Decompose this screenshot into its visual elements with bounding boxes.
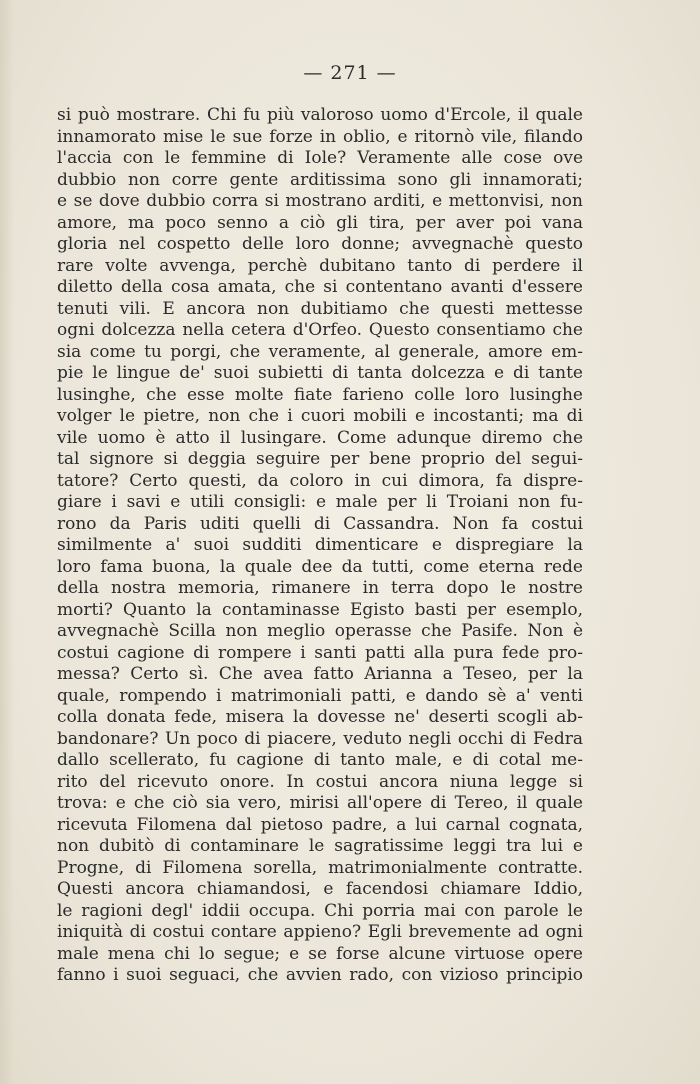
text-line: trova: e che ciò sia vero, mirisi all'opere di Tereo, il quale	[57, 793, 583, 813]
text-line: lusinghe, che esse molte fiate farieno colle loro lusinghe	[57, 384, 583, 405]
text-line: non dubitò di contaminare le sagratissime leggi tra lui e	[57, 836, 583, 856]
body-text	[57, 105, 583, 987]
text-line: loro fama buona, la quale dee da tutti, come eterna rede	[57, 556, 583, 577]
text-line: vile uomo è atto il lusingare. Come adunque diremo che	[57, 427, 583, 448]
text-line: morti? Quanto la contaminasse Egisto basti per esemplo,	[57, 599, 583, 620]
text-line: rito del ricevuto onore. In costui ancora niuna legge si	[57, 771, 583, 792]
text-line: volger le pietre, non che i cuori mobili e incostanti; ma di	[57, 406, 583, 426]
text-line: rono da Paris uditi quelli di Cassandra. Non fa costui	[57, 513, 583, 534]
text-line: iniquità di costui contare appieno? Egli brevemente ad ogni	[57, 922, 583, 942]
text-line: le ragioni degl' iddii occupa. Chi porria mai con parole le	[57, 900, 583, 921]
page-gutter-shadow	[0, 0, 14, 1084]
text-line: tatore? Certo questi, da coloro in cui dimora, fa dispre-	[57, 470, 583, 491]
text-line: quale, rompendo i matrimoniali patti, e dando sè a' venti	[57, 685, 583, 706]
text-line: rare volte avvenga, perchè dubitano tanto di perdere il	[57, 255, 583, 276]
text-line: dubbio non corre gente arditissima sono gli innamorati;	[57, 169, 583, 190]
text-line: messa? Certo sì. Che avea fatto Arianna a Teseo, per la	[57, 664, 583, 684]
text-line: e se dove dubbio corra si mostrano arditi, e mettonvisi, non	[57, 191, 583, 211]
text-line: pie le lingue de' suoi subietti di tanta dolcezza e di tante	[57, 363, 583, 383]
text-line: ricevuta Filomena dal pietoso padre, a lui carnal cognata,	[57, 814, 583, 835]
text-line: l'accia con le femmine di Iole? Veramente alle cose ove	[57, 148, 583, 168]
text-line: bandonare? Un poco di piacere, veduto negli occhi di Fedra	[57, 728, 583, 749]
text-line: della nostra memoria, rimanere in terra dopo le nostre	[57, 578, 583, 598]
text-line: innamorato mise le sue forze in oblio, e ritornò vile, filando	[57, 126, 583, 147]
text-line: tenuti vili. E ancora non dubitiamo che questi mettesse	[57, 298, 583, 319]
text-line: ogni dolcezza nella cetera d'Orfeo. Questo consentiamo che	[57, 320, 583, 340]
text-line: giare i savi e utili consigli: e male per li Troiani non fu-	[57, 492, 583, 512]
text-line: diletto della cosa amata, che si contentano avanti d'essere	[57, 277, 583, 297]
text-line: amore, ma poco senno a ciò gli tira, per aver poi vana	[57, 212, 583, 233]
text-line: dallo scellerato, fu cagione di tanto male, e di cotal me-	[57, 750, 583, 770]
text-line: si può mostrare. Chi fu più valoroso uomo d'Ercole, il quale	[57, 105, 583, 125]
text-line: gloria nel cospetto delle loro donne; avvegnachè questo	[57, 234, 583, 254]
page-number: — 271 —	[303, 62, 397, 84]
text-line: avvegnachè Scilla non meglio operasse che Pasife. Non è	[57, 621, 583, 641]
text-line: Progne, di Filomena sorella, matrimonialmente contratte.	[57, 857, 583, 878]
text-line: Questi ancora chiamandosi, e facendosi chiamare Iddio,	[57, 879, 583, 899]
text-line: fanno i suoi seguaci, che avvien rado, con vizioso principio	[57, 965, 583, 985]
text-line: similmente a' suoi sudditi dimenticare e dispregiare la	[57, 535, 583, 555]
text-line: male mena chi lo segue; e se forse alcune virtuose opere	[57, 943, 583, 964]
text-line: costui cagione di rompere i santi patti alla pura fede pro-	[57, 642, 583, 663]
text-line: sia come tu porgi, che veramente, al generale, amore em-	[57, 341, 583, 362]
text-line: tal signore si deggia seguire per bene proprio del segui-	[57, 449, 583, 469]
text-line: colla donata fede, misera la dovesse ne' deserti scogli ab-	[57, 707, 583, 727]
